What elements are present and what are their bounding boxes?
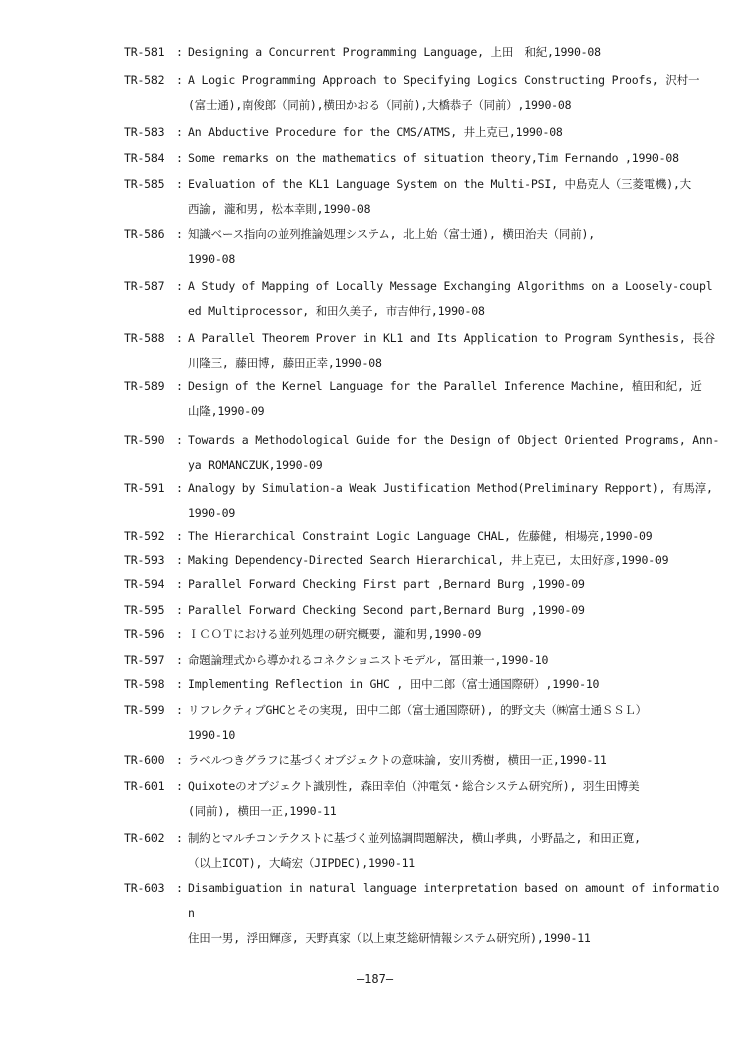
separator: :: [176, 151, 183, 165]
report-line: 西諭, 瀧和男, 松本幸則,1990-08: [188, 202, 371, 216]
separator: :: [176, 677, 183, 691]
report-text: [188, 326, 724, 376]
report-number: TR-602: [124, 831, 165, 845]
report-number: TR-598: [124, 677, 165, 691]
separator: :: [176, 753, 183, 767]
separator: :: [176, 279, 183, 293]
report-line: （以上ICOT), 大崎宏（JIPDEC),1990-11: [188, 856, 416, 870]
separator: :: [176, 433, 183, 447]
report-entry: [124, 622, 724, 647]
report-text: [188, 374, 724, 424]
report-entry: [124, 428, 724, 478]
report-line: Some remarks on the mathematics of situation theory,Tim Fernando ,1990-08: [188, 151, 679, 165]
report-number: TR-590: [124, 433, 165, 447]
report-line: 川隆三, 藤田博, 藤田正幸,1990-08: [188, 356, 382, 370]
report-line: Parallel Forward Checking Second part,Bernard Burg ,1990-09: [188, 603, 585, 617]
page-number: —187—: [356, 972, 394, 986]
report-number: TR-583: [124, 125, 165, 139]
report-text: [188, 172, 724, 222]
report-text: [188, 146, 724, 171]
report-entry: [124, 476, 724, 526]
report-line: 命題論理式から導かれるコネクショニストモデル, 冨田兼一,1990-10: [188, 653, 549, 667]
separator: :: [176, 227, 183, 241]
report-line: ed Multiprocessor, 和田久美子, 市吉伸行,1990-08: [188, 304, 485, 318]
report-number: TR-591: [124, 481, 165, 495]
separator: :: [176, 379, 183, 393]
report-number: TR-593: [124, 553, 165, 567]
report-text: [188, 598, 724, 623]
report-entry: [124, 120, 724, 145]
report-number: TR-596: [124, 627, 165, 641]
report-line: A Logic Programming Approach to Specifying Logics Constructing Proofs, 沢村一: [188, 73, 700, 87]
report-line: An Abductive Procedure for the CMS/ATMS, 井上克已,1990-08: [188, 125, 563, 139]
report-line: ya ROMANCZUK,1990-09: [188, 458, 323, 472]
report-line: Parallel Forward Checking First part ,Bernard Burg ,1990-09: [188, 577, 585, 591]
separator: :: [176, 703, 183, 717]
report-entry: [124, 274, 724, 324]
report-line: 1990-09: [188, 506, 236, 520]
report-entry: [124, 598, 724, 623]
report-line: Evaluation of the KL1 Language System on the Multi-PSI, 中島克人（三菱電機),大: [188, 177, 691, 191]
report-line: Analogy by Simulation-a Weak Justification Method(Preliminary Repport), 有馬淳,: [188, 481, 713, 495]
report-line: Quixoteのオブジェクト識別性, 森田幸伯（沖電気・総合システム研究所), 羽生田博美: [188, 779, 640, 793]
report-number: TR-587: [124, 279, 165, 293]
separator: :: [176, 331, 183, 345]
report-text: [188, 826, 724, 876]
report-entry: [124, 374, 724, 424]
report-number: TR-603: [124, 881, 165, 895]
report-line: Designing a Concurrent Programming Language, 上田 和紀,1990-08: [188, 45, 601, 59]
report-text: [188, 774, 724, 824]
report-number: TR-599: [124, 703, 165, 717]
report-entry: [124, 172, 724, 222]
report-text: [188, 428, 724, 478]
report-text: [188, 524, 724, 549]
report-entry: [124, 672, 724, 697]
report-number: TR-600: [124, 753, 165, 767]
report-number: TR-582: [124, 73, 165, 87]
report-line: 1990-08: [188, 252, 236, 266]
report-number: TR-594: [124, 577, 165, 591]
separator: :: [176, 779, 183, 793]
report-line: (同前), 横田一正,1990-11: [188, 804, 337, 818]
report-line: Towards a Methodological Guide for the Design of Object Oriented Programs, Ann-: [188, 433, 720, 447]
report-number: TR-595: [124, 603, 165, 617]
report-line: リフレクティブGHCとその実現, 田中二郎（富士通国際研), 的野文夫（㈱富士通ＳＳＬ）: [188, 703, 647, 717]
report-entry: [124, 648, 724, 673]
report-number: TR-589: [124, 379, 165, 393]
report-entry: [124, 326, 724, 376]
report-entry: [124, 40, 724, 65]
separator: :: [176, 45, 183, 59]
report-line: Design of the Kernel Language for the Parallel Inference Machine, 植田和紀, 近: [188, 379, 702, 393]
report-number: TR-584: [124, 151, 165, 165]
report-text: [188, 648, 724, 673]
report-text: [188, 40, 724, 65]
report-text: [188, 622, 724, 647]
separator: :: [176, 73, 183, 87]
report-text: [188, 876, 724, 951]
report-text: [188, 68, 724, 118]
separator: :: [176, 553, 183, 567]
report-entry: [124, 774, 724, 824]
separator: :: [176, 831, 183, 845]
report-line: ラベルつきグラフに基づくオブジェクトの意味論, 安川秀樹, 横田一正,1990-11: [188, 753, 607, 767]
separator: :: [176, 177, 183, 191]
report-line: A Parallel Theorem Prover in KL1 and Its Application to Program Synthesis, 長谷: [188, 331, 715, 345]
report-line: Making Dependency-Directed Search Hierarchical, 井上克已, 太田好彦,1990-09: [188, 553, 669, 567]
report-text: [188, 274, 724, 324]
separator: :: [176, 653, 183, 667]
separator: :: [176, 529, 183, 543]
report-entry: [124, 222, 724, 272]
separator: :: [176, 627, 183, 641]
report-number: TR-601: [124, 779, 165, 793]
report-number: TR-581: [124, 45, 165, 59]
report-entry: [124, 524, 724, 549]
report-entry: [124, 748, 724, 773]
report-line: Implementing Reflection in GHC , 田中二郎（富士通国際研）,1990-10: [188, 677, 600, 691]
report-line: The Hierarchical Constraint Logic Language CHAL, 佐藤健, 相場亮,1990-09: [188, 529, 653, 543]
report-text: [188, 672, 724, 697]
report-line: Disambiguation in natural language interpretation based on amount of information: [188, 881, 720, 920]
report-number: TR-588: [124, 331, 165, 345]
report-text: [188, 748, 724, 773]
separator: :: [176, 481, 183, 495]
report-text: [188, 572, 724, 597]
report-entry: [124, 826, 724, 876]
report-text: [188, 476, 724, 526]
separator: :: [176, 577, 183, 591]
report-text: [188, 548, 724, 573]
report-number: TR-585: [124, 177, 165, 191]
report-entry: [124, 68, 724, 118]
report-text: [188, 120, 724, 145]
separator: :: [176, 125, 183, 139]
report-line: 知識ベース指向の並列推論処理システム, 北上始（富士通), 横田治夫（同前),: [188, 227, 595, 241]
separator: :: [176, 881, 183, 895]
report-number: TR-586: [124, 227, 165, 241]
separator: :: [176, 603, 183, 617]
report-entry: [124, 146, 724, 171]
report-line: 制約とマルチコンテクストに基づく並列協調問題解決, 横山孝典, 小野晶之, 和田正寛,: [188, 831, 641, 845]
report-entry: [124, 698, 724, 748]
report-number: TR-597: [124, 653, 165, 667]
report-line: (富士通),南俊郎（同前),横田かおる（同前),大橋恭子（同前）,1990-08: [188, 98, 572, 112]
report-line: 1990-10: [188, 728, 236, 742]
report-number: TR-592: [124, 529, 165, 543]
report-line: 住田一男, 浮田輝彦, 天野真家（以上東芝総研情報システム研究所),1990-11: [188, 931, 591, 945]
report-entry: [124, 572, 724, 597]
report-line: 山隆,1990-09: [188, 404, 265, 418]
report-entry: [124, 548, 724, 573]
report-line: ＩＣＯＴにおける並列処理の研究概要, 瀧和男,1990-09: [188, 627, 482, 641]
report-text: [188, 698, 724, 748]
report-line: A Study of Mapping of Locally Message Exchanging Algorithms on a Loosely-coupl: [188, 279, 713, 293]
report-entry: [124, 876, 724, 951]
report-text: [188, 222, 724, 272]
